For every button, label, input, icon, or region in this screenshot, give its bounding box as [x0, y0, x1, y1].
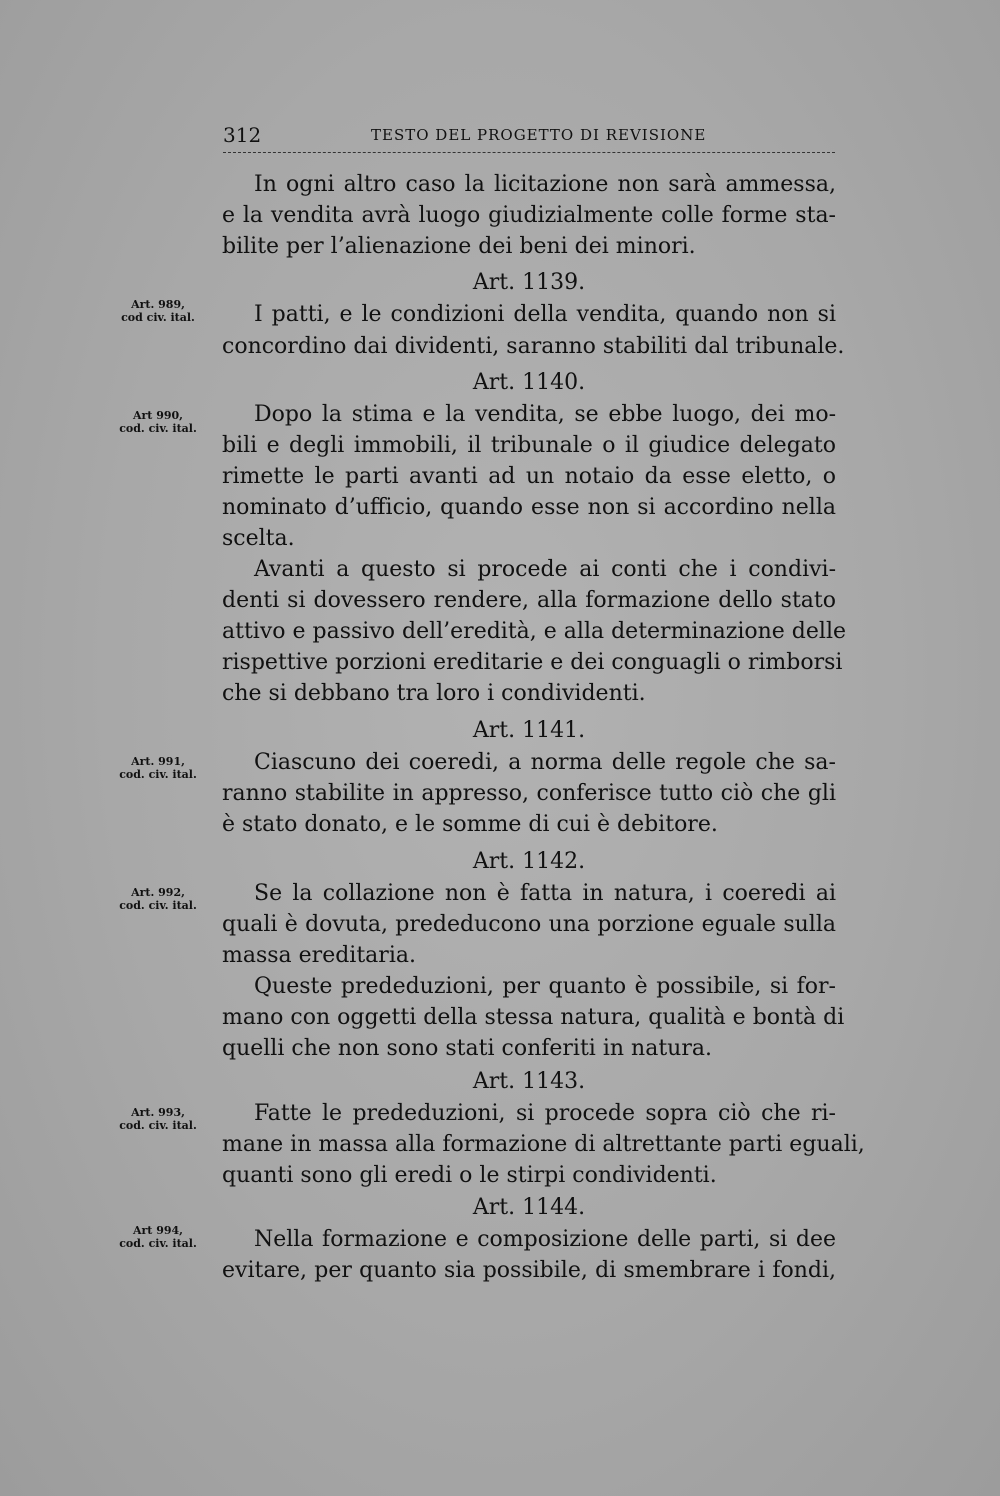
text-line: In ogni altro caso la licitazione non sarà ammessa,	[254, 172, 836, 197]
page-number: 312	[223, 123, 262, 147]
article-heading: Art. 1141.	[472, 718, 586, 743]
text-line: evitare, per quanto sia possibile, di smembrare i fondi,	[222, 1258, 836, 1283]
article-heading: Art. 1142.	[472, 849, 586, 874]
text-line: scelta.	[222, 526, 295, 551]
marginal-ref: Art. 992,	[131, 886, 185, 899]
page-header	[223, 118, 835, 153]
text-line: massa ereditaria.	[222, 943, 416, 968]
marginal-code: cod. civ. ital.	[119, 768, 197, 781]
marginal-code: cod. civ. ital.	[119, 1237, 197, 1250]
text-line: Dopo la stima e la vendita, se ebbe luogo, dei mo-	[254, 402, 836, 427]
text-line: Queste prededuzioni, per quanto è possibile, si for-	[254, 974, 836, 999]
text-line: Avanti a questo si procede ai conti che i condivi-	[254, 557, 836, 582]
text-line: e la vendita avrà luogo giudizialmente colle forme sta-	[222, 203, 836, 228]
running-title: TESTO DEL PROGETTO DI REVISIONE	[371, 126, 707, 144]
text-line: denti si dovessero rendere, alla formazione dello stato	[222, 588, 836, 613]
marginal-ref: Art 994,	[132, 1224, 184, 1237]
text-line: bilite per l’alienazione dei beni dei minori.	[222, 234, 696, 259]
text-line: nominato d’ufficio, quando esse non si accordino nella	[222, 495, 836, 520]
marginal-note-art-993	[108, 1106, 208, 1132]
text-line: quanti sono gli eredi o le stirpi condividenti.	[222, 1163, 717, 1188]
text-line: quelli che non sono stati conferiti in natura.	[222, 1036, 712, 1061]
text-line: Se la collazione non è fatta in natura, i coeredi ai	[254, 881, 836, 906]
text-line: Ciascuno dei coeredi, a norma delle regole che sa-	[254, 750, 836, 775]
marginal-note-art-992	[108, 886, 208, 912]
marginal-code: cod civ. ital.	[121, 311, 195, 324]
marginal-code: cod. civ. ital.	[119, 899, 197, 912]
article-heading: Art. 1143.	[472, 1069, 586, 1094]
text-line: attivo e passivo dell’eredità, e alla determinazione delle	[222, 619, 847, 644]
article-heading: Art. 1144.	[472, 1195, 586, 1220]
marginal-note-art-994	[108, 1224, 208, 1250]
marginal-note-art-990	[108, 409, 208, 435]
text-line: I patti, e le condizioni della vendita, quando non si	[254, 302, 836, 327]
article-heading: Art. 1140.	[472, 370, 586, 395]
marginal-code: cod. civ. ital.	[119, 1119, 197, 1132]
text-line: Nella formazione e composizione delle parti, si dee	[254, 1227, 836, 1252]
text-line: mano con oggetti della stessa natura, qualità e bontà di	[222, 1005, 845, 1030]
marginal-ref: Art. 989,	[131, 298, 185, 311]
text-line: è stato donato, e le somme di cui è debitore.	[222, 812, 718, 837]
marginal-code: cod. civ. ital.	[119, 422, 197, 435]
marginal-ref: Art 990,	[132, 409, 184, 422]
marginal-ref: Art. 991,	[131, 755, 185, 768]
text-line: Fatte le prededuzioni, si procede sopra ciò che ri-	[254, 1101, 836, 1126]
text-line: rispettive porzioni ereditarie e dei conguagli o rimborsi	[222, 650, 843, 675]
text-line: rimette le parti avanti ad un notaio da esse eletto, o	[222, 464, 836, 489]
marginal-note-art-991	[108, 755, 208, 781]
text-line: quali è dovuta, prededucono una porzione eguale sulla	[222, 912, 836, 937]
text-line: concordino dai dividenti, saranno stabiliti dal tribunale.	[222, 334, 845, 359]
marginal-ref: Art. 993,	[131, 1106, 185, 1119]
text-line: mane in massa alla formazione di altrettante parti eguali,	[222, 1132, 865, 1157]
text-line: ranno stabilite in appresso, conferisce tutto ciò che gli	[222, 781, 836, 806]
article-heading: Art. 1139.	[472, 270, 586, 295]
marginal-note-art-989	[108, 298, 208, 324]
text-line: che si debbano tra loro i condividenti.	[222, 681, 646, 706]
text-line: bili e degli immobili, il tribunale o il giudice delegato	[222, 433, 836, 458]
